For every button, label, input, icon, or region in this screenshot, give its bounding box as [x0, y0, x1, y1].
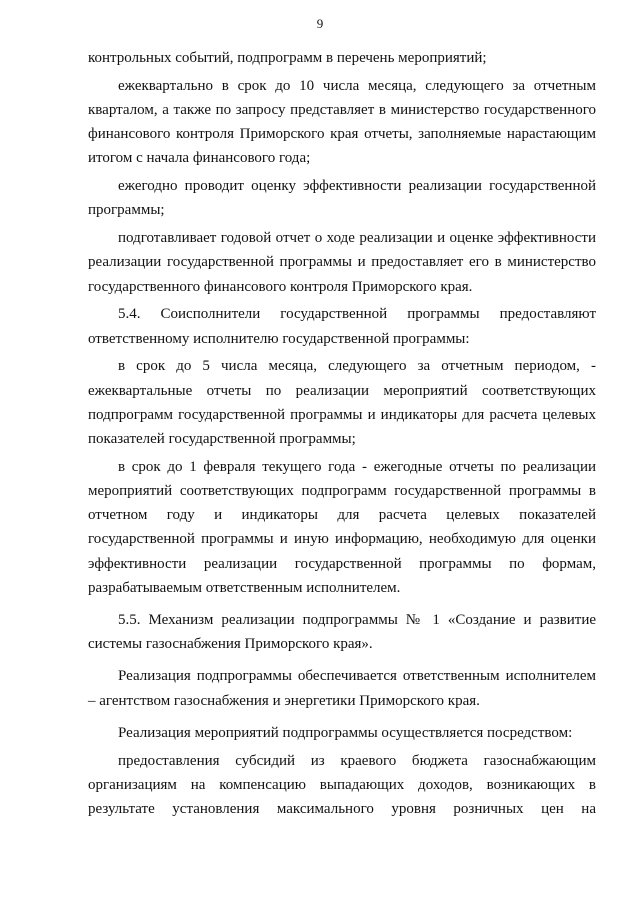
paragraph-8: 5.5. Механизм реализации подпрограммы № 1 «Создание и развитие системы газоснабжения Приморского края».	[88, 612, 596, 653]
document-body	[88, 46, 596, 825]
paragraph-4: подготавливает годовой отчет о ходе реализации и оценке эффективности реализации государственной программы и предоставляет его в министерство государственного финансового контроля Приморского края.	[88, 230, 596, 295]
paragraph-11: предоставления субсидий из краевого бюджета газоснабжающим организациям на компенсацию выпадающих доходов, возникающих в результате установления максимального уровня розничных цен на	[88, 752, 596, 818]
paragraph-6: в срок до 5 числа месяца, следующего за отчетным периодом, - ежеквартальные отчеты по реализации мероприятий соответствующих подпрограмм государственной программы и индикаторы для расчета целевых показателей государственной программы;	[88, 358, 596, 448]
paragraph-9: Реализация подпрограммы обеспечивается ответственным исполнителем – агентством газоснабжения и энергетики Приморского края.	[88, 668, 596, 709]
paragraph-3: ежегодно проводит оценку эффективности реализации государственной программы;	[88, 178, 596, 219]
paragraph-10: Реализация мероприятий подпрограммы осуществляется посредством:	[118, 724, 573, 741]
paragraph-1: контрольных событий, подпрограмм в перечень мероприятий;	[88, 50, 487, 66]
page-number: 9	[316, 16, 324, 31]
paragraph-5: 5.4. Соисполнители государственной программы предоставляют ответственному исполнителю государственной программы:	[88, 306, 596, 347]
paragraph-7: в срок до 1 февраля текущего года - ежегодные отчеты по реализации мероприятий соответствующих подпрограмм государственной программы в отчетном году и индикаторы для расчета целевых показателей государственной программы и иную информацию, необходимую для оценки эффективности реализации государственной программы по формам, разрабатываемым ответственным исполнителем.	[88, 458, 596, 596]
paragraph-2: ежеквартально в срок до 10 числа месяца, следующего за отчетным кварталом, а также по запросу представляет в министерство государственного финансового контроля Приморского края отчеты, заполняемые нарастающим итогом с начала финансового года;	[88, 77, 596, 167]
